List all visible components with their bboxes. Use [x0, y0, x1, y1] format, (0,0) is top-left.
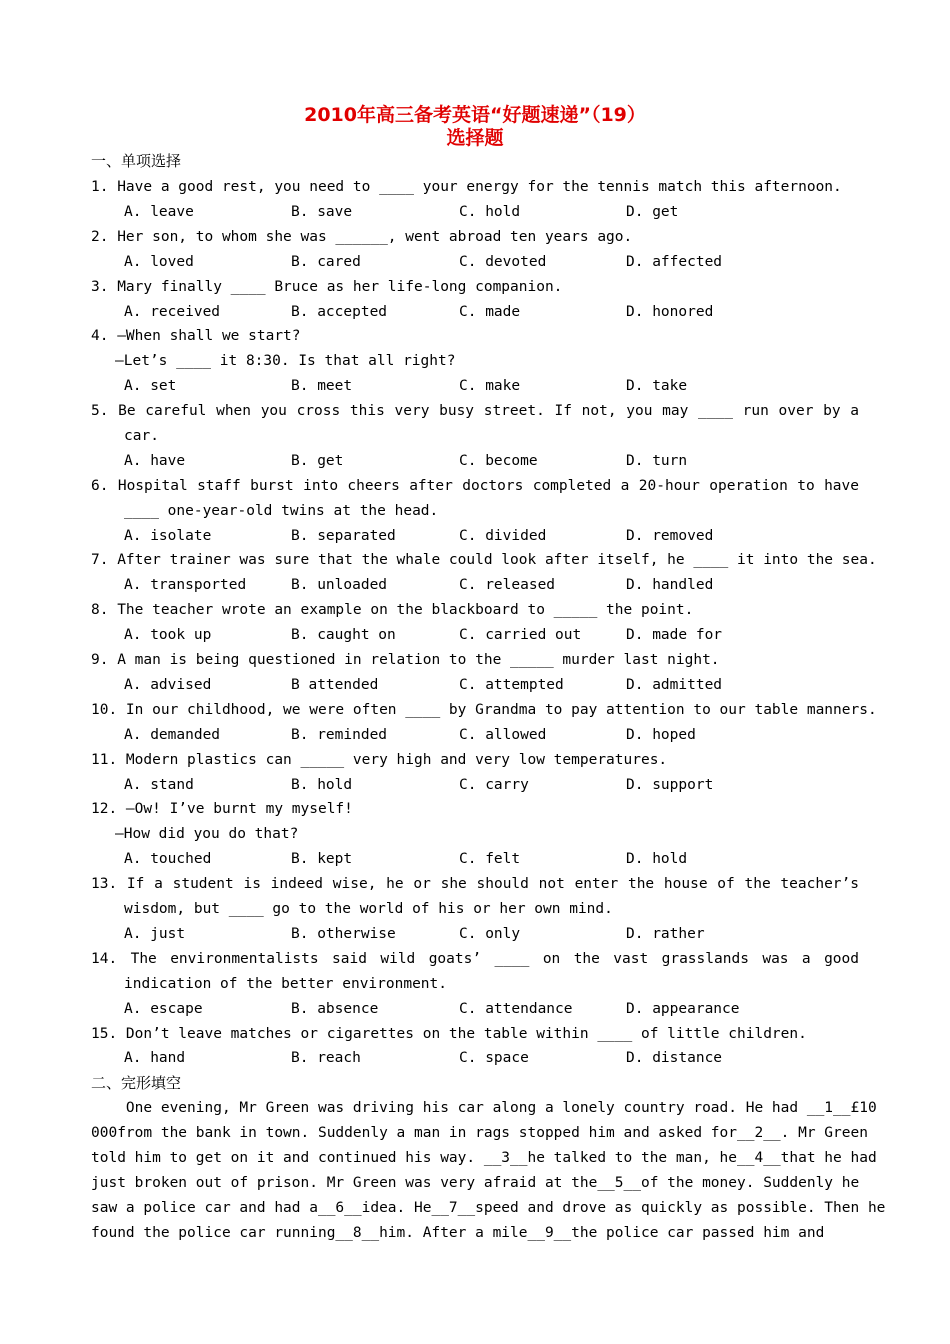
- option-b: B. accepted: [291, 304, 388, 320]
- option-a: A. set: [124, 378, 177, 394]
- question-stem: 8. The teacher wrote an example on the blackboard to _____ the point.: [91, 602, 694, 618]
- option-a: A. isolate: [124, 528, 212, 544]
- option-c: C. made: [459, 304, 521, 320]
- option-c: C. make: [459, 378, 521, 394]
- question-stem: 7. After trainer was sure that the whale could look after itself, he ____ it into the sea.: [91, 552, 877, 568]
- option-d: D. handled: [626, 577, 714, 593]
- option-d: D. take: [626, 378, 688, 394]
- option-a: A. demanded: [124, 727, 221, 743]
- question-stem: 2. Her son, to whom she was ______, went abroad ten years ago.: [91, 229, 633, 245]
- option-b: B. meet: [291, 378, 353, 394]
- question-stem: 11. Modern plastics can _____ very high and very low temperatures.: [91, 752, 668, 768]
- option-d: D. get: [626, 204, 679, 220]
- option-b: B. separated: [291, 528, 396, 544]
- option-c: C. only: [459, 926, 521, 942]
- option-c: C. space: [459, 1050, 529, 1066]
- option-b: B attended: [291, 677, 379, 693]
- page-title: 2010年高三备考英语“好题速递”（19）: [304, 104, 646, 126]
- option-c: C. become: [459, 453, 538, 469]
- question-stem-continued: indication of the better environment.: [124, 976, 448, 992]
- question-stem-continued: —Let’s ____ it 8:30. Is that all right?: [115, 353, 456, 369]
- option-d: D. admitted: [626, 677, 723, 693]
- option-a: A. transported: [124, 577, 247, 593]
- option-a: A. touched: [124, 851, 212, 867]
- section-heading-single-choice: 一、单项选择: [91, 152, 182, 170]
- option-d: D. removed: [626, 528, 714, 544]
- option-b: B. hold: [291, 777, 353, 793]
- question-stem: 4. —When shall we start?: [91, 328, 301, 344]
- question-stem: 12. —Ow! I’ve burnt my myself!: [91, 801, 353, 817]
- page-subtitle: 选择题: [446, 127, 504, 149]
- question-stem-continued: ____ one-year-old twins at the head.: [124, 503, 439, 519]
- option-b: B. get: [291, 453, 344, 469]
- question-stem: 9. A man is being questioned in relation to the _____ murder last night.: [91, 652, 720, 668]
- option-c: C. felt: [459, 851, 521, 867]
- option-d: D. hold: [626, 851, 688, 867]
- section-heading-cloze: 二、完形填空: [91, 1074, 182, 1092]
- option-b: B. reminded: [291, 727, 388, 743]
- option-c: C. devoted: [459, 254, 547, 270]
- option-a: A. have: [124, 453, 186, 469]
- option-b: B. cared: [291, 254, 361, 270]
- question-stem-continued: wisdom, but ____ go to the world of his or her own mind.: [124, 901, 613, 917]
- option-c: C. released: [459, 577, 556, 593]
- option-c: C. carried out: [459, 627, 582, 643]
- cloze-line: told him to get on it and continued his way. __3__he talked to the man, he__4__that he had: [91, 1150, 877, 1166]
- option-c: C. attempted: [459, 677, 564, 693]
- cloze-line: found the police car running__8__him. After a mile__9__the police car passed him and: [91, 1225, 825, 1241]
- option-d: D. distance: [626, 1050, 723, 1066]
- question-stem: 15. Don’t leave matches or cigarettes on the table within ____ of little children.: [91, 1026, 807, 1042]
- option-c: C. allowed: [459, 727, 547, 743]
- option-b: B. save: [291, 204, 353, 220]
- question-stem: 5. Be careful when you cross this very busy street. If not, you may ____ run over by a: [91, 403, 859, 419]
- question-stem: 1. Have a good rest, you need to ____ your energy for the tennis match this afternoon.: [91, 179, 842, 195]
- cloze-line: saw a police car and had a__6__idea. He__7__speed and drove as quickly as possible. Then he: [91, 1200, 886, 1216]
- option-b: B. reach: [291, 1050, 361, 1066]
- option-b: B. unloaded: [291, 577, 388, 593]
- option-b: B. kept: [291, 851, 353, 867]
- cloze-line: One evening, Mr Green was driving his car along a lonely country road. He had __1__£10: [91, 1100, 877, 1116]
- question-stem: 3. Mary finally ____ Bruce as her life-long companion.: [91, 279, 563, 295]
- option-d: D. made for: [626, 627, 723, 643]
- option-d: D. affected: [626, 254, 723, 270]
- option-d: D. support: [626, 777, 714, 793]
- option-d: D. appearance: [626, 1001, 740, 1017]
- option-b: B. caught on: [291, 627, 396, 643]
- option-c: C. divided: [459, 528, 547, 544]
- cloze-line: 000from the bank in town. Suddenly a man in rags stopped him and asked for__2__. Mr Green: [91, 1125, 868, 1141]
- option-c: C. attendance: [459, 1001, 573, 1017]
- option-c: C. hold: [459, 204, 521, 220]
- option-d: D. turn: [626, 453, 688, 469]
- option-b: B. absence: [291, 1001, 379, 1017]
- option-a: A. hand: [124, 1050, 186, 1066]
- option-a: A. advised: [124, 677, 212, 693]
- option-a: A. escape: [124, 1001, 203, 1017]
- option-d: D. hoped: [626, 727, 696, 743]
- option-a: A. loved: [124, 254, 194, 270]
- option-d: D. honored: [626, 304, 714, 320]
- question-stem: 10. In our childhood, we were often ____ by Grandma to pay attention to our table manners.: [91, 702, 877, 718]
- option-a: A. took up: [124, 627, 212, 643]
- option-d: D. rather: [626, 926, 705, 942]
- option-a: A. received: [124, 304, 221, 320]
- option-b: B. otherwise: [291, 926, 396, 942]
- question-stem: 6. Hospital staff burst into cheers after doctors completed a 20-hour operation to have: [91, 478, 859, 494]
- option-c: C. carry: [459, 777, 529, 793]
- question-stem-continued: —How did you do that?: [115, 826, 299, 842]
- option-a: A. leave: [124, 204, 194, 220]
- question-stem: 13. If a student is indeed wise, he or she should not enter the house of the teacher’s: [91, 876, 859, 892]
- option-a: A. stand: [124, 777, 194, 793]
- question-stem: 14. The environmentalists said wild goats’ ____ on the vast grasslands was a good: [91, 951, 859, 967]
- question-stem-continued: car.: [124, 428, 159, 444]
- cloze-line: just broken out of prison. Mr Green was very afraid at the__5__of the money. Suddenly he: [91, 1175, 860, 1191]
- option-a: A. just: [124, 926, 186, 942]
